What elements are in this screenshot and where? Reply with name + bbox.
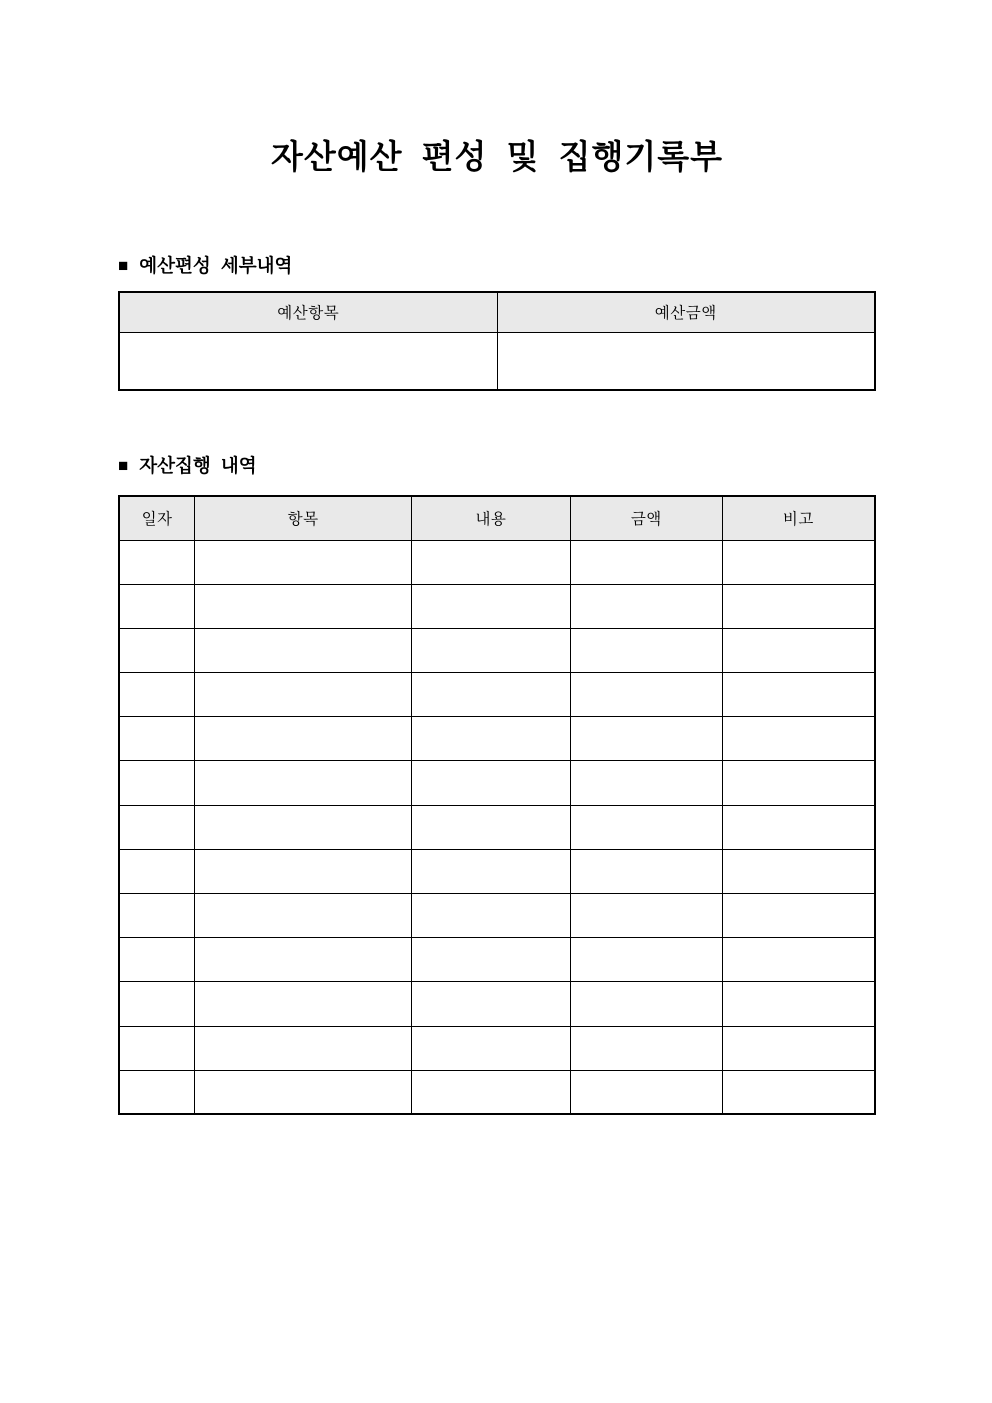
empty-cell xyxy=(195,584,412,628)
empty-cell xyxy=(570,849,722,893)
table-row xyxy=(119,332,875,390)
column-header-remarks: 비고 xyxy=(722,496,875,540)
empty-cell xyxy=(412,938,571,982)
column-header-item: 항목 xyxy=(195,496,412,540)
empty-cell xyxy=(722,628,875,672)
empty-cell xyxy=(412,673,571,717)
empty-cell xyxy=(722,584,875,628)
empty-cell xyxy=(412,805,571,849)
empty-cell xyxy=(119,938,195,982)
table-row xyxy=(119,673,875,717)
table-row xyxy=(119,894,875,938)
column-header-description: 내용 xyxy=(412,496,571,540)
empty-cell xyxy=(722,673,875,717)
empty-cell xyxy=(412,1070,571,1114)
empty-cell xyxy=(412,849,571,893)
empty-cell xyxy=(722,540,875,584)
table-row xyxy=(119,628,875,672)
table-row xyxy=(119,982,875,1026)
table-header-row xyxy=(119,292,875,332)
empty-cell xyxy=(412,584,571,628)
empty-cell xyxy=(412,982,571,1026)
budget-planning-table-body xyxy=(119,332,875,390)
empty-cell xyxy=(195,717,412,761)
empty-cell xyxy=(570,761,722,805)
empty-cell xyxy=(195,628,412,672)
empty-cell xyxy=(119,805,195,849)
empty-cell xyxy=(570,982,722,1026)
empty-cell xyxy=(195,540,412,584)
table-row xyxy=(119,805,875,849)
empty-cell xyxy=(722,717,875,761)
empty-cell xyxy=(119,1026,195,1070)
column-header-date: 일자 xyxy=(119,496,195,540)
empty-cell xyxy=(412,540,571,584)
empty-cell xyxy=(195,894,412,938)
empty-cell xyxy=(195,849,412,893)
document-content xyxy=(118,0,876,1115)
page-title: 자산예산 편성 및 집행기록부 xyxy=(270,138,724,175)
empty-cell xyxy=(119,1070,195,1114)
asset-execution-table xyxy=(118,495,876,1115)
empty-cell xyxy=(570,805,722,849)
empty-cell xyxy=(722,982,875,1026)
table-row xyxy=(119,761,875,805)
empty-cell xyxy=(119,628,195,672)
empty-cell xyxy=(722,805,875,849)
table-header-row xyxy=(119,496,875,540)
asset-execution-table-body xyxy=(119,540,875,1114)
empty-cell xyxy=(195,805,412,849)
empty-cell xyxy=(195,938,412,982)
empty-cell xyxy=(119,849,195,893)
empty-cell xyxy=(119,584,195,628)
empty-cell xyxy=(722,938,875,982)
section-heading-label: 자산집행 내역 xyxy=(139,455,257,476)
empty-cell xyxy=(570,628,722,672)
empty-cell xyxy=(195,1026,412,1070)
budget-planning-table xyxy=(118,291,876,391)
table-row xyxy=(119,540,875,584)
empty-cell xyxy=(412,628,571,672)
empty-cell xyxy=(722,894,875,938)
column-header-amount: 금액 xyxy=(570,496,722,540)
empty-cell xyxy=(412,761,571,805)
empty-cell xyxy=(195,761,412,805)
empty-cell xyxy=(722,1026,875,1070)
empty-cell xyxy=(119,894,195,938)
table-row xyxy=(119,938,875,982)
empty-cell xyxy=(412,894,571,938)
table-row xyxy=(119,717,875,761)
empty-cell xyxy=(412,1026,571,1070)
empty-cell xyxy=(570,540,722,584)
table-row xyxy=(119,1070,875,1114)
column-header-budget-item: 예산항목 xyxy=(119,292,497,332)
empty-cell xyxy=(119,982,195,1026)
empty-cell xyxy=(119,717,195,761)
table-row xyxy=(119,849,875,893)
empty-cell xyxy=(570,584,722,628)
empty-cell xyxy=(119,673,195,717)
section-heading-budget-planning xyxy=(118,255,876,277)
empty-cell xyxy=(570,938,722,982)
empty-cell xyxy=(195,673,412,717)
empty-cell xyxy=(722,849,875,893)
column-header-budget-amount: 예산금액 xyxy=(497,292,875,332)
empty-cell xyxy=(570,1026,722,1070)
empty-cell xyxy=(570,894,722,938)
empty-cell xyxy=(119,540,195,584)
empty-cell xyxy=(119,761,195,805)
black-square-bullet-icon: ■ xyxy=(118,456,129,475)
section-heading-asset-execution xyxy=(118,455,876,477)
empty-cell xyxy=(570,1070,722,1114)
table-row xyxy=(119,584,875,628)
empty-cell xyxy=(195,1070,412,1114)
empty-cell xyxy=(195,982,412,1026)
black-square-bullet-icon: ■ xyxy=(118,256,129,275)
empty-cell xyxy=(570,717,722,761)
empty-cell xyxy=(497,332,875,390)
section-heading-label: 예산편성 세부내역 xyxy=(139,255,293,276)
empty-cell xyxy=(412,717,571,761)
empty-cell xyxy=(119,332,497,390)
table-row xyxy=(119,1026,875,1070)
empty-cell xyxy=(722,761,875,805)
empty-cell xyxy=(722,1070,875,1114)
empty-cell xyxy=(570,673,722,717)
